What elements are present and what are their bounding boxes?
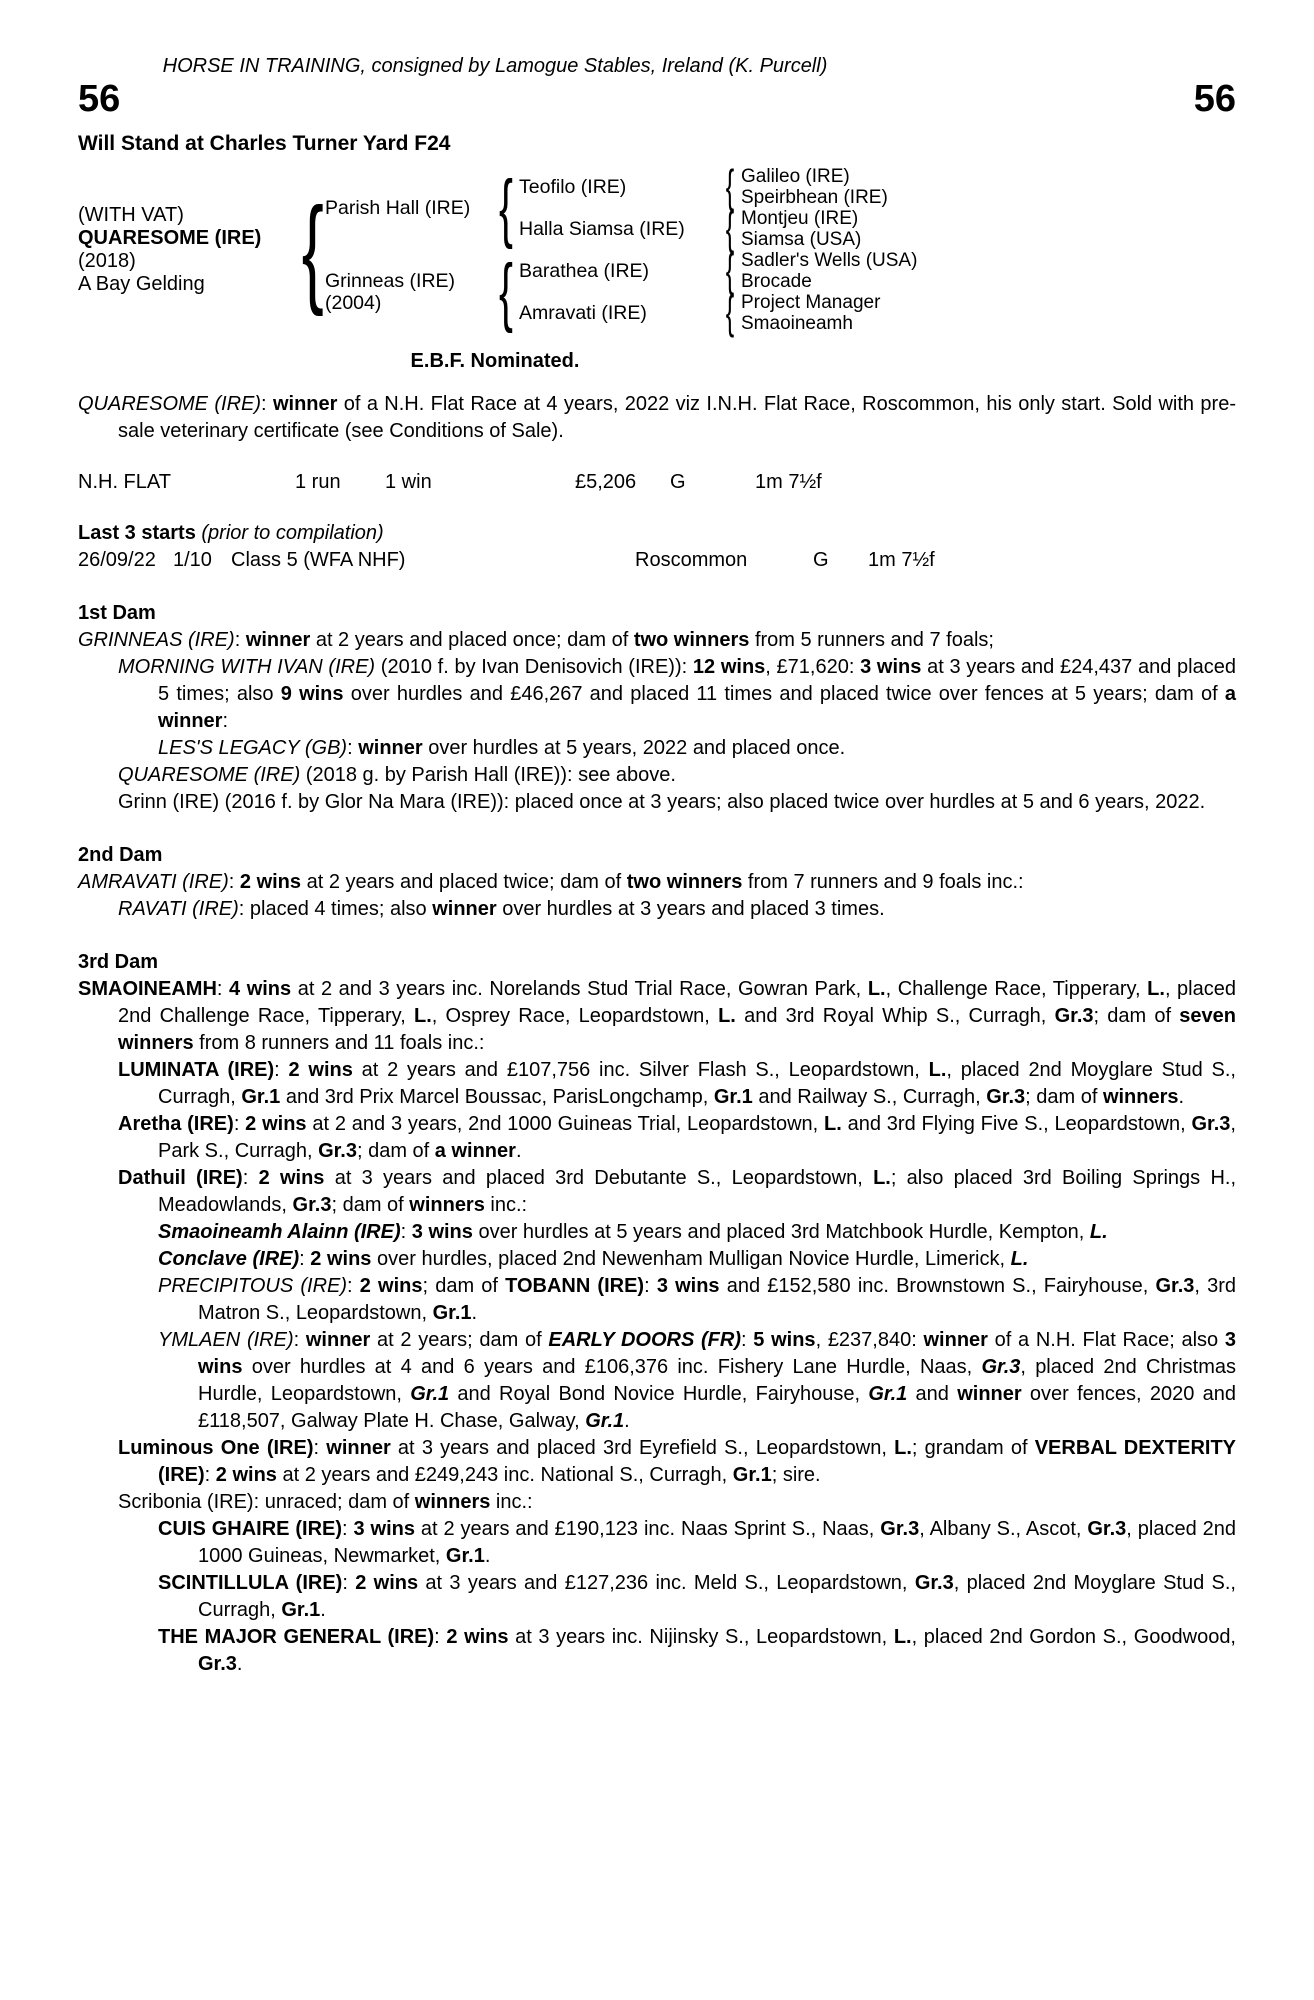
horse-info <box>78 204 295 296</box>
grandparent-name: Teofilo (IRE) <box>519 176 627 198</box>
dam-name-text: Grinneas (IRE) <box>325 270 456 292</box>
horse-name: QUARESOME (IRE) <box>78 227 262 249</box>
pedigree-brace-icon: { <box>301 183 324 317</box>
grandsire-branch <box>519 244 918 297</box>
pedigree-paragraph: AMRAVATI (IRE): 2 wins at 2 years and placed twice; dam of two winners from 7 runners and 9 foals inc.: <box>78 871 1024 893</box>
dam-sections <box>78 600 1236 1678</box>
grandparent-name: Amravati (IRE) <box>519 302 647 324</box>
great-grandparent-name: Siamsa (USA) <box>741 229 862 250</box>
pedigree-paragraph: Luminous One (IRE): winner at 3 years and placed 3rd Eyrefield S., Leopardstown, L.; grandam of VERBAL DEXTERITY (IRE): 2 wins at 2 years and £249,243 inc. National S., Curragh, Gr.1; sire. <box>118 1437 1237 1486</box>
record-earnings: £5,206 <box>575 471 637 493</box>
great-grandparent-name: Brocade <box>741 271 812 292</box>
dam-branch <box>325 244 918 339</box>
record-category: N.H. FLAT <box>78 471 171 493</box>
record-runs: 1 run <box>295 471 341 493</box>
pedigree-paragraph: Scribonia (IRE): unraced; dam of winners inc.: <box>118 1491 533 1513</box>
dam-year: (2004) <box>325 292 382 314</box>
start-position: 1/10 <box>173 549 212 571</box>
start-going: G <box>813 549 829 571</box>
pedigree-brace-icon: { <box>725 286 735 339</box>
great-grandparent-name: Speirbhean (IRE) <box>741 187 888 208</box>
stand-note: Will Stand at Charles Turner Yard F24 <box>78 132 451 155</box>
pedigree-paragraph: RAVATI (IRE): placed 4 times; also winner over hurdles at 3 years and placed 3 times. <box>118 898 885 920</box>
pedigree-brace-icon: { <box>725 160 735 213</box>
pedigree-paragraph: LUMINATA (IRE): 2 wins at 2 years and £107,756 inc. Silver Flash S., Leopardstown, L., placed 2nd Moyglare Stud S., Curragh, Gr.1 and 3rd Prix Marcel Boussac, ParisLongchamp, Gr.1 and Railway S., Curragh, Gr.3; dam of winners. <box>118 1059 1236 1108</box>
lot-number-right: 56 <box>1193 78 1236 120</box>
pedigree-paragraph: Dathuil (IRE): 2 wins at 3 years and placed 3rd Debutante S., Leopardstown, L.; also placed 3rd Boiling Springs H., Meadowlands, Gr.3; dam of winners inc.: <box>118 1167 1236 1216</box>
record-wins: 1 win <box>385 471 432 493</box>
pedigree-paragraph: QUARESOME (IRE) (2018 g. by Parish Hall (IRE)): see above. <box>118 764 676 786</box>
consignor-line: HORSE IN TRAINING, consigned by Lamogue Stables, Ireland (K. Purcell) <box>162 55 828 77</box>
foal-year: (2018) <box>78 250 136 272</box>
dam-heading: 3rd Dam <box>78 951 159 973</box>
pedigree-paragraph: Conclave (IRE): 2 wins over hurdles, placed 2nd Newenham Mulligan Novice Hurdle, Limerick, L. <box>158 1248 1029 1270</box>
ebf-note: E.B.F. Nominated. <box>410 350 580 372</box>
pedigree-brace-icon: { <box>499 164 513 250</box>
pedigree-paragraph: LES'S LEGACY (GB): winner over hurdles at 5 years, 2022 and placed once. <box>158 737 846 759</box>
grandparent-name: Halla Siamsa (IRE) <box>519 218 685 240</box>
start-distance: 1m 7½f <box>868 549 935 571</box>
lot-row <box>78 80 1236 118</box>
pedigree-paragraph: Aretha (IRE): 2 wins at 2 and 3 years, 2nd 1000 Guineas Trial, Leopardstown, L. and 3rd Flying Five S., Leopardstown, Gr.3, Park S., Curragh, Gr.3; dam of a winner. <box>118 1113 1236 1162</box>
pedigree-paragraph: CUIS GHAIRE (IRE): 3 wins at 2 years and £190,123 inc. Naas Sprint S., Naas, Gr.3, Albany S., Ascot, Gr.3, placed 2nd 1000 Guineas, Newmarket, Gr.1. <box>158 1518 1236 1567</box>
last-starts-note: (prior to compilation) <box>195 522 384 544</box>
sire-branch <box>325 160 917 255</box>
start-course: Roscommon <box>635 549 748 571</box>
pedigree-table <box>78 160 1236 339</box>
pedigree-paragraph: YMLAEN (IRE): winner at 2 years; dam of EARLY DOORS (FR): 5 wins, £237,840: winner of a N.H. Flat Race; also 3 wins over hurdles at 4 and 6 years and £106,376 inc. Fishery Lane Hurdle, Naas, Gr.3, placed 2nd Christmas Hurdle, Leopardstown, Gr.1 and Royal Bond Novice Hurdle, Fairyhouse, Gr.1 and winner over fences, 2020 and £118,507, Galway Plate H. Chase, Galway, Gr.1. <box>158 1329 1237 1432</box>
sire-name: Parish Hall (IRE) <box>325 197 471 219</box>
grandparent-name: Barathea (IRE) <box>519 260 650 282</box>
pedigree-paragraph: GRINNEAS (IRE): winner at 2 years and placed once; dam of two winners from 5 runners and 7 foals; <box>78 629 994 651</box>
race-record-row <box>78 469 1236 496</box>
lot-number-left: 56 <box>78 78 121 120</box>
pedigree-paragraph: Smaoineamh Alainn (IRE): 3 wins over hurdles at 5 years and placed 3rd Matchbook Hurdle, Kempton, L. <box>158 1221 1108 1243</box>
dam-heading: 1st Dam <box>78 602 156 624</box>
pedigree-brace-icon: { <box>499 248 513 334</box>
great-grandparent-name: Montjeu (IRE) <box>741 208 859 229</box>
race-summary: QUARESOME (IRE): winner of a N.H. Flat Race at 4 years, 2022 viz I.N.H. Flat Race, Roscommon, his only start. Sold with pre-sale veterinary certificate (see Conditions of Sale). <box>78 393 1236 442</box>
great-grandparent-name: Sadler's Wells (USA) <box>741 250 918 271</box>
grandsire-branch <box>519 160 888 213</box>
pedigree-paragraph: MORNING WITH IVAN (IRE) (2010 f. by Ivan Denisovich (IRE)): 12 wins, £71,620: 3 wins at 3 years and £24,437 and placed 5 times; also 9 wins over hurdles and £46,267 and placed 11 times and placed twice over fences at 5 years; dam of a winner: <box>118 656 1236 732</box>
pedigree-brace-icon: { <box>725 244 735 297</box>
great-grandparent-name: Smaoineamh <box>741 313 853 334</box>
horse-description: A Bay Gelding <box>78 273 205 295</box>
last-start-row <box>78 547 1236 574</box>
pedigree-brace-icon: { <box>725 202 735 255</box>
last-starts-heading <box>78 520 1236 547</box>
last-starts-label: Last 3 starts <box>78 522 196 544</box>
dam-heading: 2nd Dam <box>78 844 163 866</box>
great-grandparent-name: Project Manager <box>741 292 881 313</box>
granddam-branch <box>519 202 888 255</box>
granddam-branch <box>519 286 917 339</box>
dam-name <box>325 270 493 314</box>
pedigree-paragraph: SMAOINEAMH: 4 wins at 2 and 3 years inc. Norelands Stud Trial Race, Gowran Park, L., Challenge Race, Tipperary, L., placed 2nd Challenge Race, Tipperary, L., Osprey Race, Leopardstown, L. and 3rd Royal Whip S., Curragh, Gr.3; dam of seven winners from 8 runners and 11 foals inc.: <box>78 978 1236 1054</box>
start-date: 26/09/22 <box>78 549 156 571</box>
pedigree-paragraph: Grinn (IRE) (2016 f. by Glor Na Mara (IRE)): placed once at 3 years; also placed twice over hurdles at 5 and 6 years, 2022. <box>118 791 1206 813</box>
vat-note: (WITH VAT) <box>78 204 184 226</box>
pedigree-paragraph: PRECIPITOUS (IRE): 2 wins; dam of TOBANN (IRE): 3 wins and £152,580 inc. Brownstown S., Fairyhouse, Gr.3, 3rd Matron S., Leopardstown, Gr.1. <box>158 1275 1236 1324</box>
start-class: Class 5 (WFA NHF) <box>231 549 406 571</box>
record-distance: 1m 7½f <box>755 471 822 493</box>
pedigree-paragraph: SCINTILLULA (IRE): 2 wins at 3 years and £127,236 inc. Meld S., Leopardstown, Gr.3, placed 2nd Moyglare Stud S., Curragh, Gr.1. <box>158 1572 1236 1621</box>
great-grandparent-name: Galileo (IRE) <box>741 166 850 187</box>
record-going: G <box>670 471 686 493</box>
pedigree-paragraph: THE MAJOR GENERAL (IRE): 2 wins at 3 years inc. Nijinsky S., Leopardstown, L., placed 2nd Gordon S., Goodwood, Gr.3. <box>158 1626 1236 1675</box>
